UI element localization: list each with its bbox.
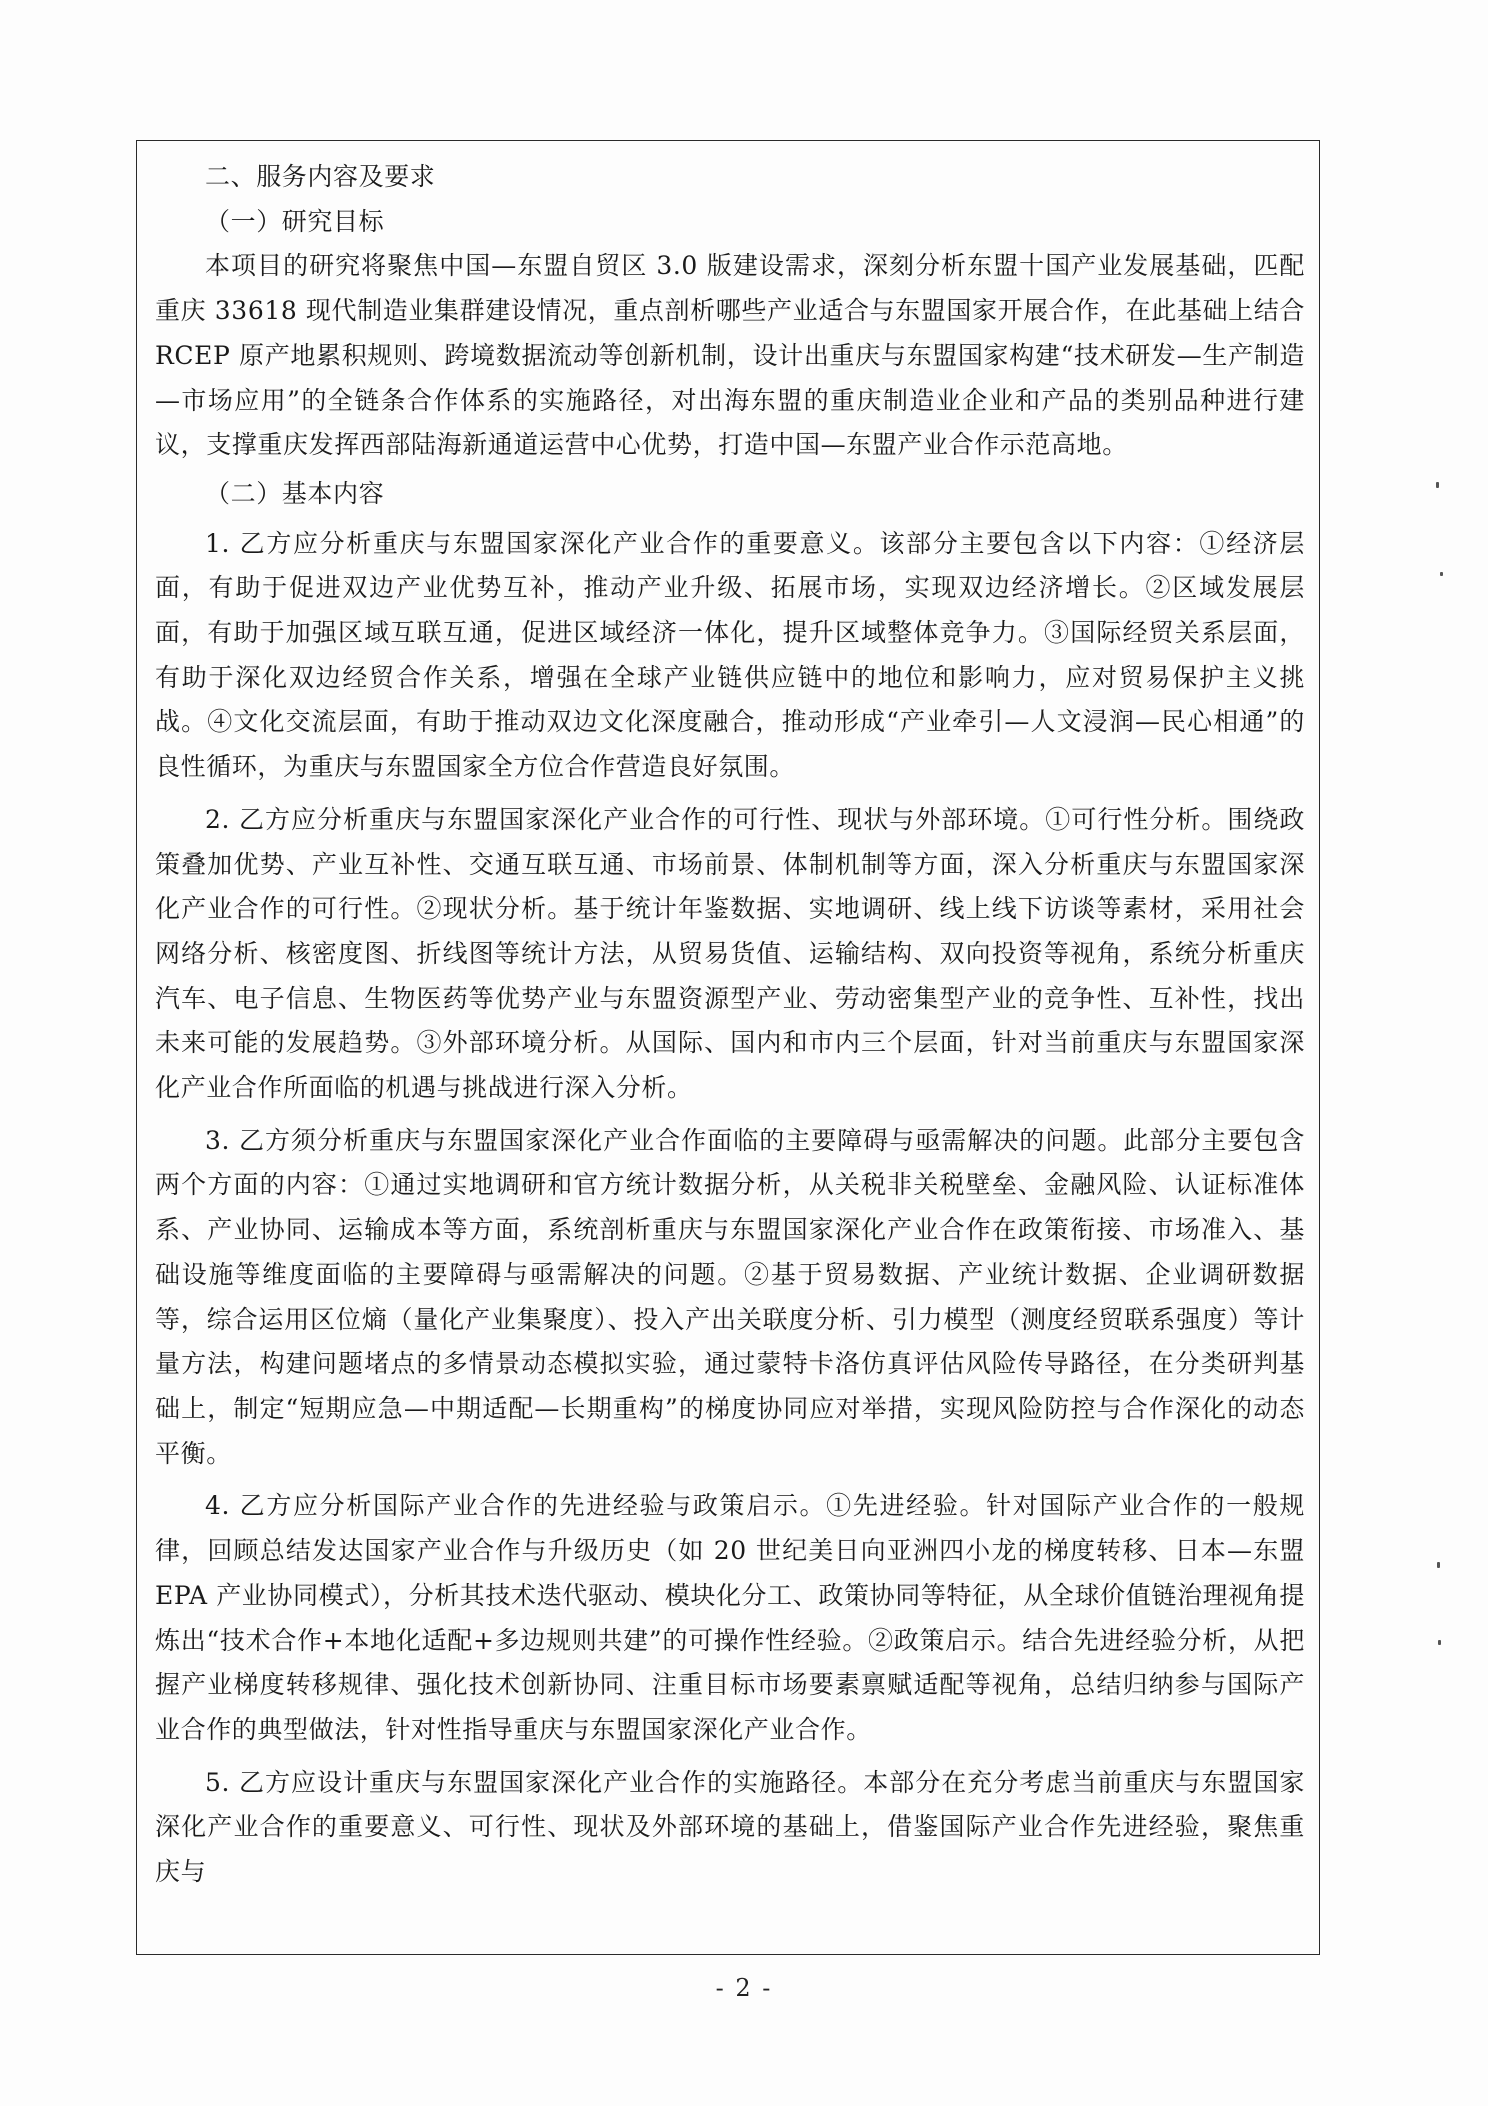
goal-heading: （一）研究目标	[205, 206, 385, 236]
content-item-5: 5. 乙方应设计重庆与东盟国家深化产业合作的实施路径。本部分在充分考虑当前重庆与东盟国家深化产业合作的重要意义、可行性、现状及外部环境的基础上，借鉴国际产业合作先进经验，聚焦重庆与	[155, 1767, 1305, 1887]
content-item-1: 1. 乙方应分析重庆与东盟国家深化产业合作的重要意义。该部分主要包含以下内容：①经济层面，有助于促进双边产业优势互补，推动产业升级、拓展市场，实现双边经济增长。②区域发展层面，有助于加强区域互联互通，促进区域经济一体化，提升区域整体竞争力。③国际经贸关系层面，有助于深化双边经贸合作关系，增强在全球产业链供应链中的地位和影响力，应对贸易保护主义挑战。④文化交流层面，有助于推动双边文化深度融合，推动形成“产业牵引—人文浸润—民心相通”的良性循环，为重庆与东盟国家全方位合作营造良好氛围。	[155, 528, 1305, 782]
section-heading: 二、服务内容及要求	[205, 162, 436, 191]
content-frame	[136, 140, 1320, 1955]
scan-speck	[1438, 1640, 1441, 1645]
document-body	[155, 155, 1305, 1895]
content-item-3: 3. 乙方须分析重庆与东盟国家深化产业合作面临的主要障碍与亟需解决的问题。此部分主要包含两个方面的内容：①通过实地调研和官方统计数据分析，从关税非关税壁垒、金融风险、认证标准体系、产业协同、运输成本等方面，系统剖析重庆与东盟国家深化产业合作在政策衔接、市场准入、基础设施等维度面临的主要障碍与亟需解决的问题。②基于贸易数据、产业统计数据、企业调研数据等，综合运用区位熵（量化产业集聚度）、投入产出关联度分析、引力模型（测度经贸联系强度）等计量方法，构建问题堵点的多情景动态模拟实验，通过蒙特卡洛仿真评估风险传导路径，在分类研判基础上，制定“短期应急—中期适配—长期重构”的梯度协同应对举措，实现风险防控与合作深化的动态平衡。	[155, 1125, 1305, 1468]
content-item-4: 4. 乙方应分析国际产业合作的先进经验与政策启示。①先进经验。针对国际产业合作的一般规律，回顾总结发达国家产业合作与升级历史（如 20 世纪美日向亚洲四小龙的梯度转移、日本—东盟 EPA 产业协同模式），分析其技术迭代驱动、模块化分工、政策协同等特征，从全球价值链治理视角提炼出“技术合作+本地化适配+多边规则共建”的可操作性经验。②政策启示。结合先进经验分析，从把握产业梯度转移规律、强化技术创新协同、注重目标市场要素禀赋适配等视角，总结归纳参与国际产业合作的典型做法，针对性指导重庆与东盟国家深化产业合作。	[155, 1491, 1305, 1744]
content-heading: （二）基本内容	[205, 478, 385, 508]
scan-speck	[1436, 482, 1439, 488]
scan-speck	[1440, 572, 1443, 576]
page-number: - 2 -	[715, 1974, 773, 2002]
goal-paragraph: 本项目的研究将聚焦中国—东盟自贸区 3.0 版建设需求，深刻分析东盟十国产业发展基础，匹配重庆 33618 现代制造业集群建设情况，重点剖析哪些产业适合与东盟国家开展合作，在此基础上结合 RCEP 原产地累积规则、跨境数据流动等创新机制，设计出重庆与东盟国家构建“技术研发—生产制造—市场应用”的全链条合作体系的实施路径，对出海东盟的重庆制造业企业和产品的类别品种进行建议，支撑重庆发挥西部陆海新通道运营中心优势，打造中国—东盟产业合作示范高地。	[155, 251, 1306, 460]
scan-speck	[1437, 1562, 1440, 1568]
content-item-2: 2. 乙方应分析重庆与东盟国家深化产业合作的可行性、现状与外部环境。①可行性分析。围绕政策叠加优势、产业互补性、交通互联互通、市场前景、体制机制等方面，深入分析重庆与东盟国家深化产业合作的可行性。②现状分析。基于统计年鉴数据、实地调研、线上线下访谈等素材，采用社会网络分析、核密度图、折线图等统计方法，从贸易货值、运输结构、双向投资等视角，系统分析重庆汽车、电子信息、生物医药等优势产业与东盟资源型产业、劳动密集型产业的竞争性、互补性，找出未来可能的发展趋势。③外部环境分析。从国际、国内和市内三个层面，针对当前重庆与东盟国家深化产业合作所面临的机遇与挑战进行深入分析。	[155, 804, 1305, 1103]
